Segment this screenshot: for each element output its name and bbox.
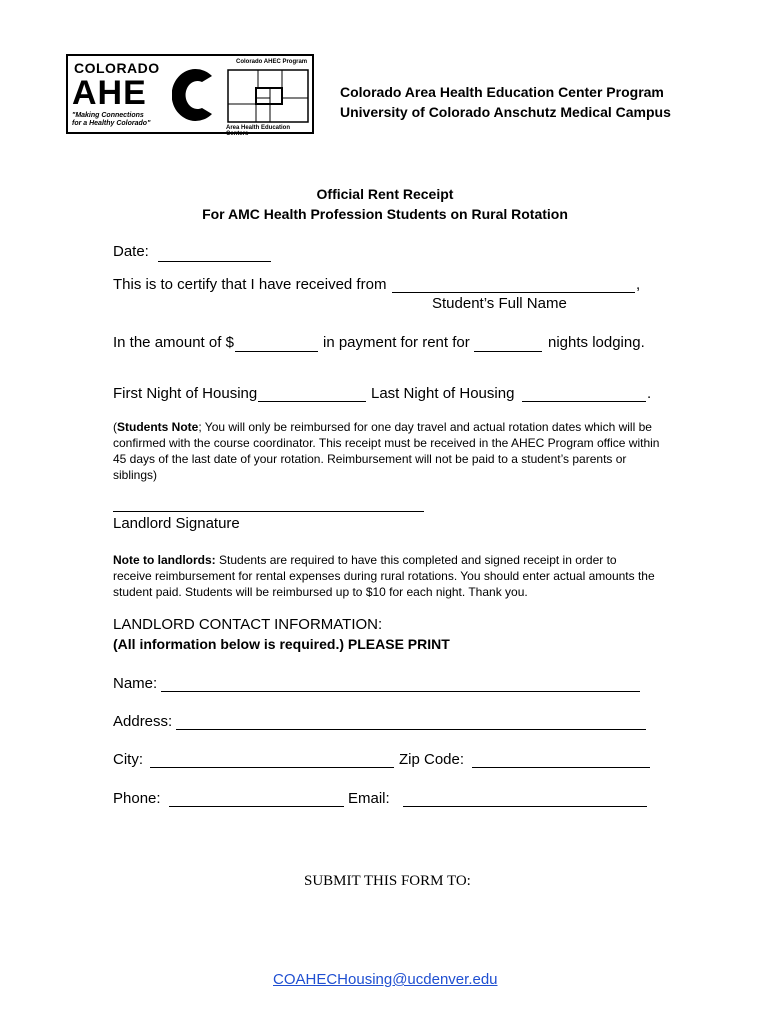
- amount-field[interactable]: [235, 351, 318, 352]
- amount-label: In the amount of $: [113, 334, 234, 351]
- form-subtitle: For AMC Health Profession Students on Rural Rotation: [202, 206, 568, 222]
- landlord-phone-field[interactable]: [169, 806, 344, 807]
- address-label: Address:: [113, 713, 173, 730]
- colorado-map-icon: [226, 68, 310, 124]
- landlord-address-field[interactable]: [176, 729, 646, 730]
- name-label: Name:: [113, 675, 158, 692]
- first-night-field[interactable]: [258, 401, 366, 402]
- contact-heading: LANDLORD CONTACT INFORMATION:: [113, 616, 383, 633]
- phone-label: Phone:: [113, 790, 161, 807]
- landlord-email-field[interactable]: [403, 806, 647, 807]
- form-title: Official Rent Receipt: [316, 186, 454, 202]
- logo-acronym: AHE: [72, 74, 147, 112]
- students-note: (Students Note; You will only be reimbursed for one day travel and actual rotation dates which will be confirmed with the course coordinator. This receipt must be received in the AHEC Program office within 45 days of the last date of your rotation. Reimbursement will not be paid to a student’s parents or siblings): [113, 420, 660, 482]
- zip-label: Zip Code:: [399, 751, 465, 768]
- landlord-name-field[interactable]: [161, 691, 640, 692]
- logo-map-footer: Area Health Education Centers: [226, 125, 291, 137]
- header-line-2: University of Colorado Anschutz Medical Campus: [340, 104, 671, 120]
- landlord-signature-label: Landlord Signature: [113, 515, 240, 532]
- logo-state: COLORADO: [74, 60, 160, 76]
- last-night-period: .: [647, 385, 652, 402]
- landlord-zip-field[interactable]: [472, 767, 650, 768]
- logo-c-shape: [172, 66, 220, 124]
- first-night-label: First Night of Housing: [113, 385, 258, 402]
- city-label: City:: [113, 751, 143, 768]
- submit-label: SUBMIT THIS FORM TO:: [304, 873, 471, 889]
- contact-subheading: (All information below is required.) PLEASE PRINT: [113, 636, 450, 652]
- last-night-label: Last Night of Housing: [371, 385, 515, 402]
- landlord-city-field[interactable]: [150, 767, 394, 768]
- logo-map-title: Colorado AHEC Program: [236, 59, 308, 65]
- date-label: Date:: [113, 243, 149, 260]
- last-night-field[interactable]: [522, 401, 646, 402]
- nights-field[interactable]: [474, 351, 542, 352]
- submit-email-link[interactable]: COAHECHousing@ucdenver.edu: [273, 971, 498, 988]
- ahec-logo: [66, 54, 314, 137]
- landlord-signature-field[interactable]: [113, 511, 424, 512]
- header-line-1: Colorado Area Health Education Center Program: [340, 84, 664, 100]
- landlord-note: Note to landlords: Students are required to have this completed and signed receipt in order to receive reimbursement for rental expenses during rural rotations. You should enter actual amounts the student paid. Students will be reimbursed up to $10 for each night. Thank you.: [113, 553, 655, 599]
- certify-comma: ,: [636, 276, 641, 293]
- payment-label: in payment for rent for: [323, 334, 470, 351]
- certify-label: This is to certify that I have received from: [113, 276, 387, 293]
- logo-tagline: "Making Connections for a Healthy Colorado": [72, 112, 151, 127]
- date-field[interactable]: [158, 261, 271, 262]
- nights-label: nights lodging.: [548, 334, 645, 351]
- student-name-field[interactable]: [392, 292, 635, 293]
- email-label: Email:: [348, 790, 390, 807]
- student-name-caption: Student’s Full Name: [432, 295, 567, 312]
